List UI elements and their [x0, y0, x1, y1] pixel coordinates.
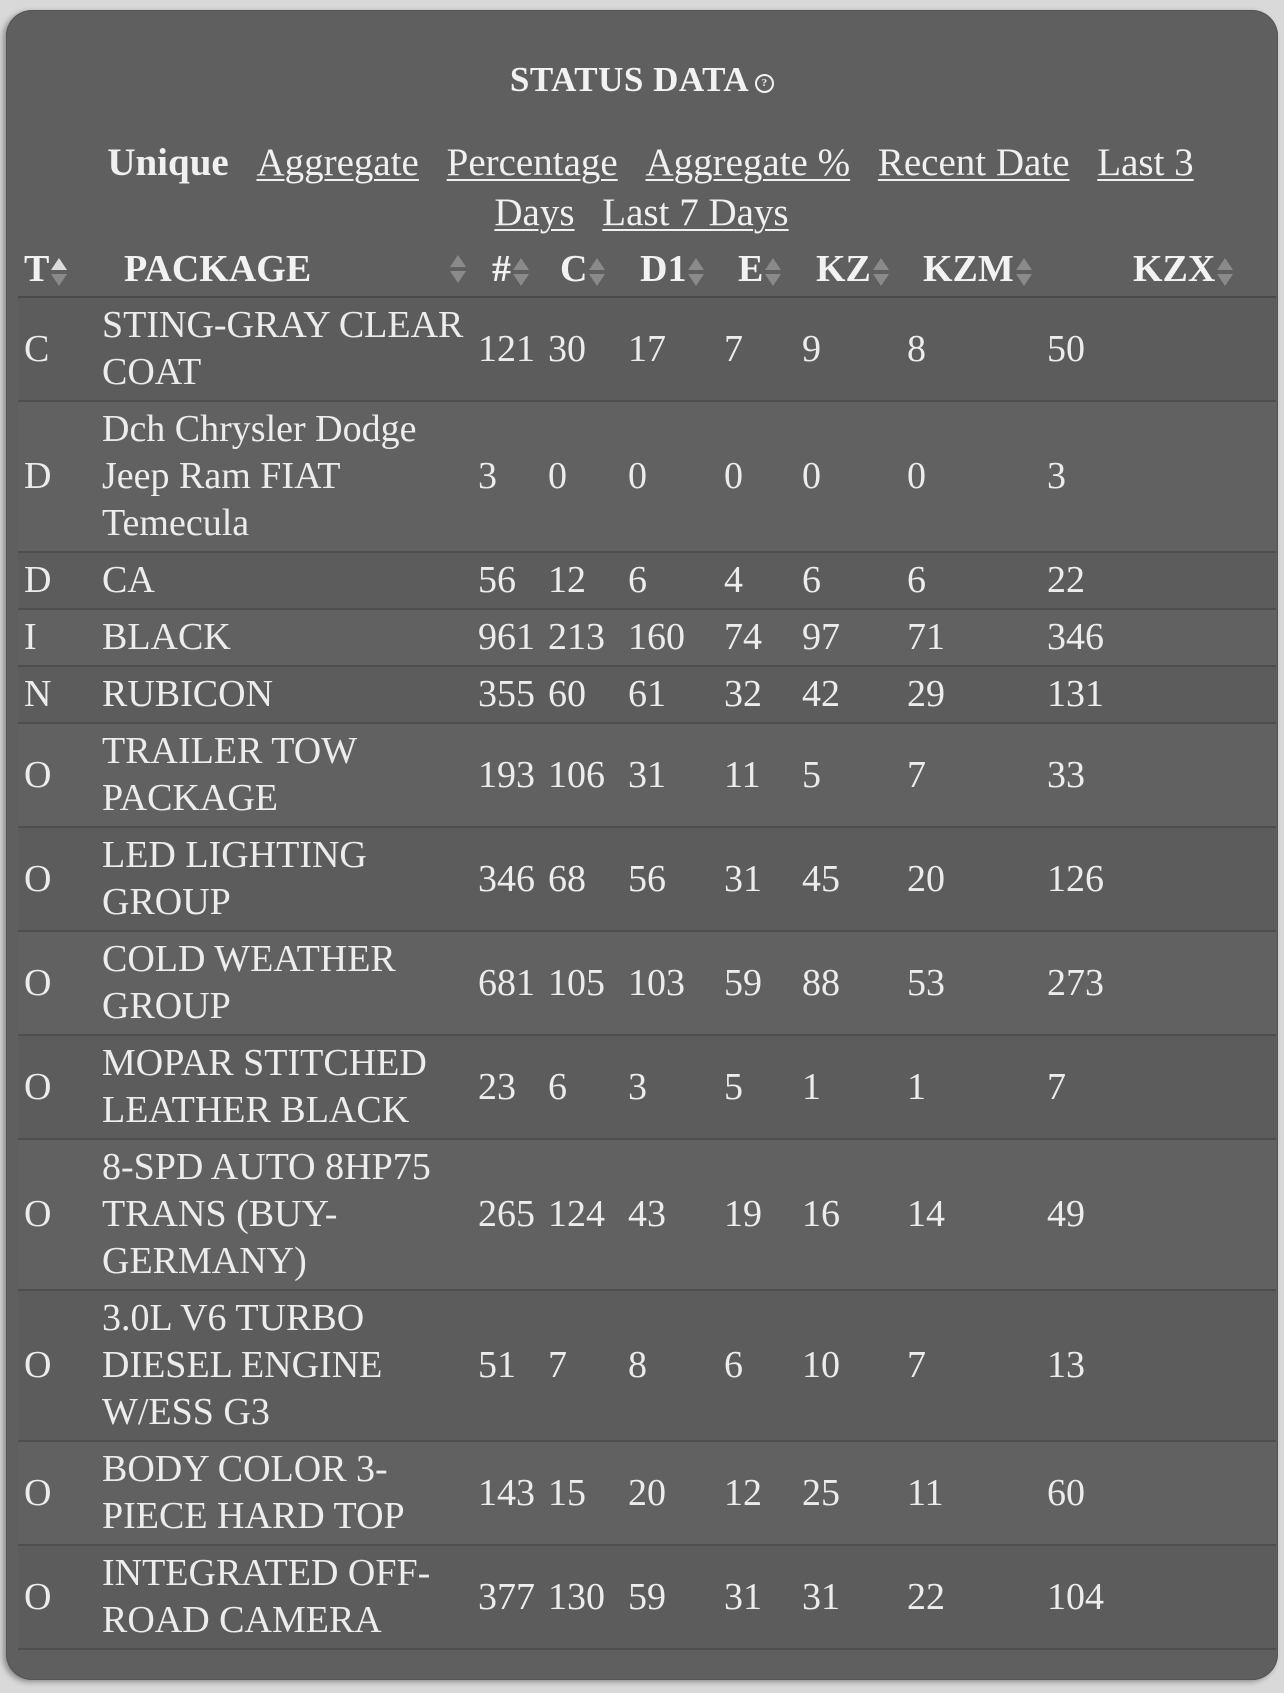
- table-body: [18, 297, 1276, 1649]
- cell-e: 6: [718, 1290, 796, 1441]
- table-row[interactable]: [18, 401, 1276, 552]
- cell-d1: 43: [622, 1139, 718, 1290]
- cell-kzm: 53: [901, 931, 1041, 1035]
- cell-kz: 45: [796, 827, 901, 931]
- tab-recent-date[interactable]: Recent Date: [877, 141, 1070, 184]
- col-header-kzm[interactable]: KZM: [901, 242, 1041, 297]
- cell-kz: 97: [796, 609, 901, 666]
- panel-title: [6, 60, 1278, 100]
- cell-c: 30: [542, 297, 622, 401]
- table-row[interactable]: [18, 297, 1276, 401]
- table-header-row: [18, 242, 1276, 297]
- cell-kz: 9: [796, 297, 901, 401]
- sort-icon: [1016, 257, 1032, 287]
- sort-icon: [513, 257, 529, 287]
- cell-e: 4: [718, 552, 796, 609]
- cell-type: O: [18, 1139, 94, 1290]
- cell-d1: 6: [622, 552, 718, 609]
- cell-kzm: 71: [901, 609, 1041, 666]
- cell-count: 3: [472, 401, 542, 552]
- cell-d1: 31: [622, 723, 718, 827]
- cell-kzm: 6: [901, 552, 1041, 609]
- cell-count: 56: [472, 552, 542, 609]
- table-row[interactable]: [18, 609, 1276, 666]
- cell-d1: 17: [622, 297, 718, 401]
- col-header-kzx[interactable]: KZX: [1041, 242, 1276, 297]
- cell-kzx: 13: [1041, 1290, 1276, 1441]
- cell-count: 51: [472, 1290, 542, 1441]
- cell-kzm: 11: [901, 1441, 1041, 1545]
- cell-kzx: 3: [1041, 401, 1276, 552]
- cell-package: TRAILER TOW PACKAGE: [94, 723, 472, 827]
- cell-e: 19: [718, 1139, 796, 1290]
- cell-kzx: 346: [1041, 609, 1276, 666]
- cell-kz: 16: [796, 1139, 901, 1290]
- help-icon[interactable]: ?: [755, 74, 774, 93]
- table-row[interactable]: [18, 1290, 1276, 1441]
- cell-type: O: [18, 723, 94, 827]
- cell-kzm: 7: [901, 723, 1041, 827]
- cell-type: O: [18, 1290, 94, 1441]
- col-header-e[interactable]: E: [718, 242, 796, 297]
- cell-c: 130: [542, 1545, 622, 1649]
- table-row[interactable]: [18, 1545, 1276, 1649]
- cell-e: 32: [718, 666, 796, 723]
- cell-package: BLACK: [94, 609, 472, 666]
- cell-type: C: [18, 297, 94, 401]
- cell-count: 377: [472, 1545, 542, 1649]
- cell-kzx: 131: [1041, 666, 1276, 723]
- cell-kz: 1: [796, 1035, 901, 1139]
- tab-percentage[interactable]: Percentage: [446, 141, 618, 184]
- cell-type: O: [18, 1545, 94, 1649]
- cell-kz: 31: [796, 1545, 901, 1649]
- cell-kzx: 104: [1041, 1545, 1276, 1649]
- cell-c: 106: [542, 723, 622, 827]
- cell-type: O: [18, 1441, 94, 1545]
- cell-d1: 3: [622, 1035, 718, 1139]
- cell-count: 681: [472, 931, 542, 1035]
- cell-kz: 88: [796, 931, 901, 1035]
- cell-e: 7: [718, 297, 796, 401]
- cell-count: 143: [472, 1441, 542, 1545]
- table-row[interactable]: [18, 552, 1276, 609]
- cell-c: 105: [542, 931, 622, 1035]
- cell-c: 7: [542, 1290, 622, 1441]
- table-row[interactable]: [18, 931, 1276, 1035]
- tab-last-3-days[interactable]: Last 3 Days: [494, 141, 1194, 234]
- cell-c: 6: [542, 1035, 622, 1139]
- sort-icon: [873, 257, 889, 287]
- cell-type: I: [18, 609, 94, 666]
- cell-d1: 8: [622, 1290, 718, 1441]
- tab-aggregate[interactable]: Aggregate: [256, 141, 419, 184]
- cell-e: 74: [718, 609, 796, 666]
- table-row[interactable]: [18, 1035, 1276, 1139]
- cell-kzx: 22: [1041, 552, 1276, 609]
- cell-kzm: 0: [901, 401, 1041, 552]
- cell-package: 3.0L V6 TURBO DIESEL ENGINE W/ESS G3: [94, 1290, 472, 1441]
- cell-kz: 5: [796, 723, 901, 827]
- tab-unique[interactable]: Unique: [107, 141, 229, 184]
- cell-kzm: 1: [901, 1035, 1041, 1139]
- panel-title-text: STATUS DATA: [509, 60, 750, 99]
- cell-kzx: 60: [1041, 1441, 1276, 1545]
- cell-d1: 160: [622, 609, 718, 666]
- cell-e: 31: [718, 827, 796, 931]
- view-tabs: [56, 138, 1236, 238]
- cell-package: MOPAR STITCHED LEATHER BLACK: [94, 1035, 472, 1139]
- cell-e: 31: [718, 1545, 796, 1649]
- cell-c: 68: [542, 827, 622, 931]
- table-row[interactable]: [18, 666, 1276, 723]
- cell-type: D: [18, 401, 94, 552]
- cell-kzm: 7: [901, 1290, 1041, 1441]
- cell-kzm: 14: [901, 1139, 1041, 1290]
- sort-icon: [1217, 257, 1233, 287]
- cell-d1: 0: [622, 401, 718, 552]
- cell-kzx: 33: [1041, 723, 1276, 827]
- cell-e: 5: [718, 1035, 796, 1139]
- cell-package: BODY COLOR 3-PIECE HARD TOP: [94, 1441, 472, 1545]
- cell-d1: 103: [622, 931, 718, 1035]
- cell-count: 121: [472, 297, 542, 401]
- cell-count: 346: [472, 827, 542, 931]
- col-header-c[interactable]: C: [542, 242, 622, 297]
- cell-kz: 6: [796, 552, 901, 609]
- cell-kzx: 50: [1041, 297, 1276, 401]
- cell-kzx: 7: [1041, 1035, 1276, 1139]
- cell-kzx: 126: [1041, 827, 1276, 931]
- table-row[interactable]: [18, 1139, 1276, 1290]
- cell-e: 11: [718, 723, 796, 827]
- cell-d1: 59: [622, 1545, 718, 1649]
- cell-c: 124: [542, 1139, 622, 1290]
- cell-kzx: 49: [1041, 1139, 1276, 1290]
- cell-count: 355: [472, 666, 542, 723]
- status-table: [18, 242, 1276, 1650]
- sort-icon: [765, 257, 781, 287]
- cell-type: N: [18, 666, 94, 723]
- cell-kz: 25: [796, 1441, 901, 1545]
- sort-asc-icon: [51, 257, 67, 287]
- tab-aggregate-percent[interactable]: Aggregate %: [645, 141, 851, 184]
- col-header-count[interactable]: #: [472, 242, 542, 297]
- col-header-d1[interactable]: D1: [622, 242, 718, 297]
- cell-kz: 0: [796, 401, 901, 552]
- sort-icon: [450, 254, 466, 284]
- cell-count: 193: [472, 723, 542, 827]
- cell-package: CA: [94, 552, 472, 609]
- col-header-t[interactable]: T: [18, 242, 94, 297]
- cell-package: INTEGRATED OFF-ROAD CAMERA: [94, 1545, 472, 1649]
- status-data-panel: [6, 10, 1278, 1680]
- cell-kzm: 22: [901, 1545, 1041, 1649]
- cell-package: COLD WEATHER GROUP: [94, 931, 472, 1035]
- cell-type: D: [18, 552, 94, 609]
- cell-count: 961: [472, 609, 542, 666]
- cell-kz: 42: [796, 666, 901, 723]
- cell-kzm: 8: [901, 297, 1041, 401]
- cell-c: 0: [542, 401, 622, 552]
- cell-kzm: 29: [901, 666, 1041, 723]
- sort-icon: [589, 257, 605, 287]
- sort-icon: [688, 257, 704, 287]
- col-header-package[interactable]: PACKAGE: [94, 242, 472, 297]
- cell-c: 213: [542, 609, 622, 666]
- cell-count: 23: [472, 1035, 542, 1139]
- cell-c: 12: [542, 552, 622, 609]
- cell-kz: 10: [796, 1290, 901, 1441]
- table-row[interactable]: [18, 723, 1276, 827]
- cell-package: STING-GRAY CLEAR COAT: [94, 297, 472, 401]
- table-row[interactable]: [18, 1441, 1276, 1545]
- tab-last-7-days[interactable]: Last 7 Days: [602, 191, 789, 234]
- cell-e: 59: [718, 931, 796, 1035]
- cell-package: 8-SPD AUTO 8HP75 TRANS (BUY-GERMANY): [94, 1139, 472, 1290]
- cell-d1: 56: [622, 827, 718, 931]
- cell-e: 0: [718, 401, 796, 552]
- cell-package: RUBICON: [94, 666, 472, 723]
- cell-type: O: [18, 1035, 94, 1139]
- table-row[interactable]: [18, 827, 1276, 931]
- cell-c: 60: [542, 666, 622, 723]
- cell-count: 265: [472, 1139, 542, 1290]
- cell-type: O: [18, 931, 94, 1035]
- cell-package: Dch Chrysler Dodge Jeep Ram FIAT Temecula: [94, 401, 472, 552]
- cell-package: LED LIGHTING GROUP: [94, 827, 472, 931]
- cell-type: O: [18, 827, 94, 931]
- cell-kzm: 20: [901, 827, 1041, 931]
- cell-d1: 61: [622, 666, 718, 723]
- cell-kzx: 273: [1041, 931, 1276, 1035]
- col-header-kz[interactable]: KZ: [796, 242, 901, 297]
- cell-c: 15: [542, 1441, 622, 1545]
- cell-e: 12: [718, 1441, 796, 1545]
- cell-d1: 20: [622, 1441, 718, 1545]
